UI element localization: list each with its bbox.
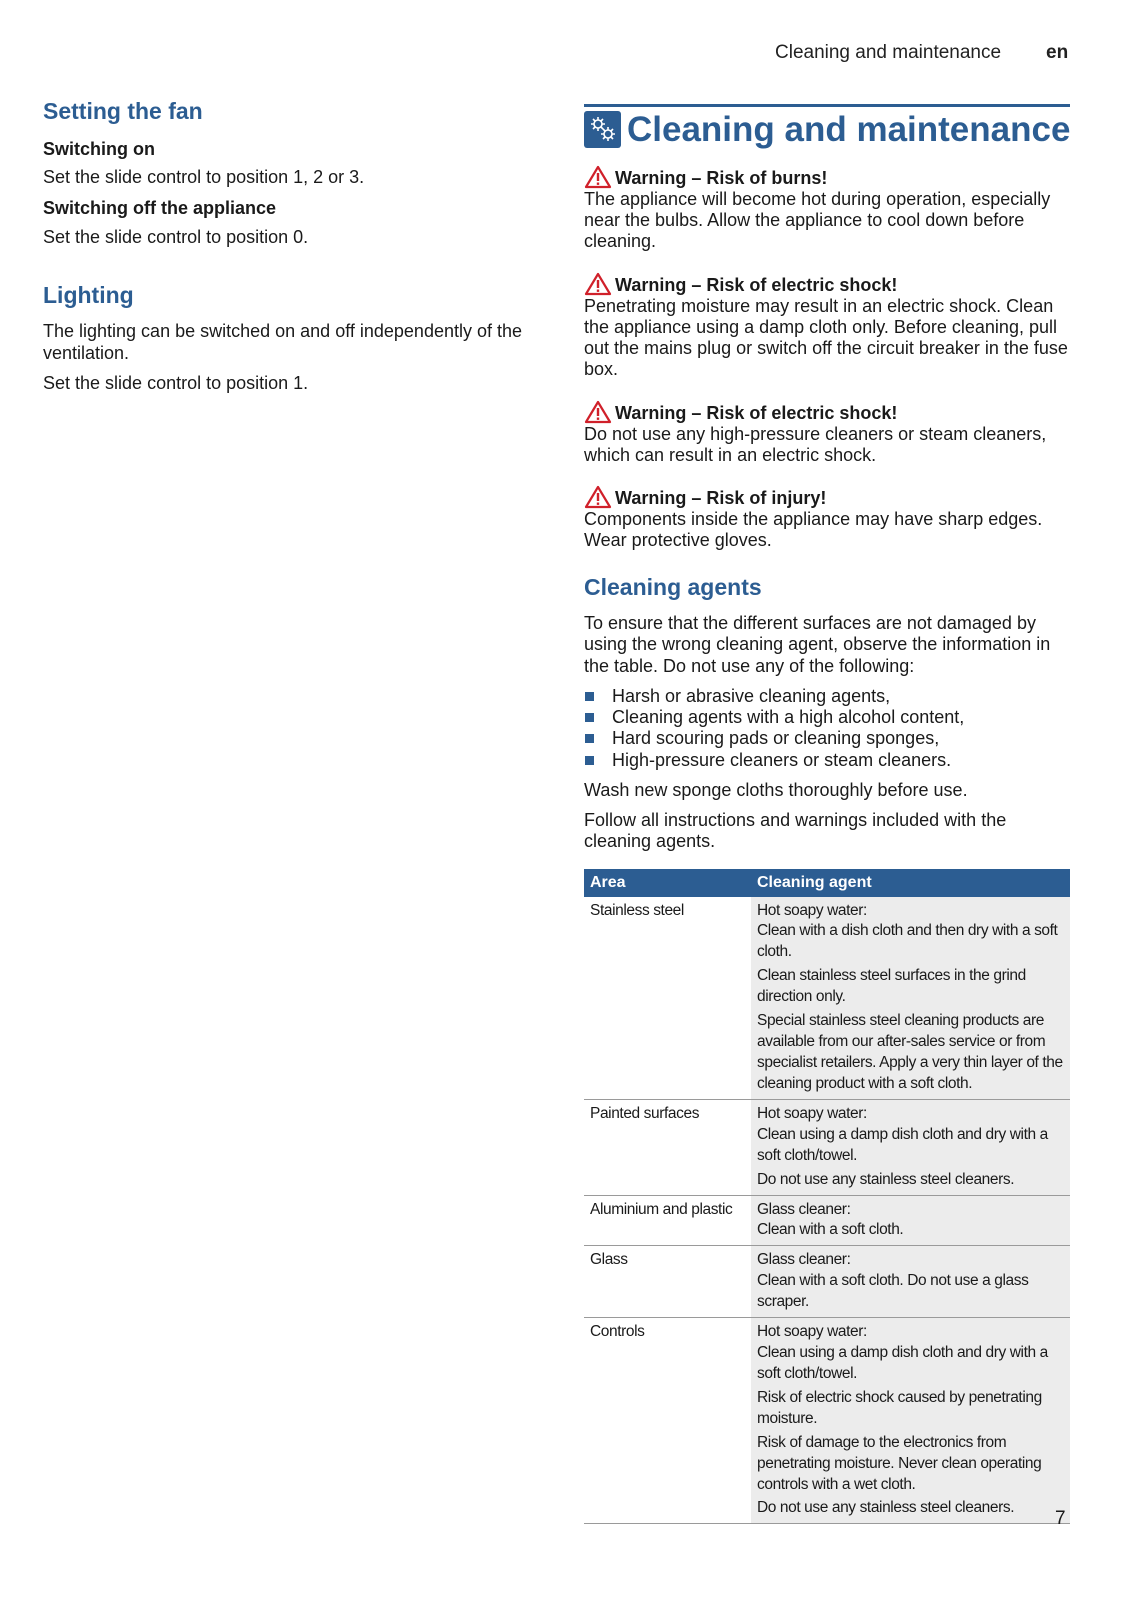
cleaning-agent-paragraph: Glass cleaner: Clean with a soft cloth.	[757, 1200, 904, 1239]
warning-triangle-icon	[584, 165, 612, 189]
warning-text: The appliance will become hot during operation, especially near the bulbs. Allow the appliance to cool down before cleaning.	[584, 189, 1051, 252]
table-row	[584, 1195, 1070, 1246]
square-bullet-icon	[585, 713, 594, 722]
text-switching-off: Set the slide control to position 0.	[43, 226, 309, 247]
heading-setting-fan: Setting the fan	[43, 98, 203, 124]
cleaning-agent-paragraph: Do not use any stainless steel cleaners.	[757, 1499, 1015, 1517]
cleaning-agent-cell	[751, 1099, 1070, 1195]
list-item: High-pressure cleaners or steam cleaners.	[584, 750, 1070, 771]
table-body	[584, 897, 1070, 1524]
subheading-switching-off: Switching off the appliance	[43, 198, 277, 219]
section-title: Cleaning and maintenance	[627, 109, 1071, 149]
heading-cleaning-agents: Cleaning agents	[584, 573, 762, 600]
table-row	[584, 897, 1070, 1100]
warning-triangle-icon	[584, 272, 612, 296]
running-head: Cleaning and maintenance	[775, 42, 1002, 63]
heading-lighting: Lighting	[43, 281, 134, 308]
warning-title: Warning – Risk of burns!	[615, 168, 828, 189]
table-row	[584, 1246, 1070, 1318]
text-lighting-1: The lighting can be switched on and off independently of the ventilation.	[43, 321, 523, 363]
warning-title: Warning – Risk of injury!	[615, 488, 827, 509]
table-row	[584, 1318, 1070, 1524]
square-bullet-icon	[585, 692, 594, 701]
text-wash-sponges: Wash new sponge cloths thoroughly before use.	[584, 779, 968, 800]
cleaning-agent-cell	[751, 1246, 1070, 1318]
cleaning-agent-paragraph: Hot soapy water: Clean using a damp dish cloth and dry with a soft cloth/towel.	[757, 1323, 1048, 1382]
page-number: 7	[1055, 1508, 1066, 1529]
list-item: Harsh or abrasive cleaning agents,	[584, 686, 1070, 707]
cleaning-agent-paragraph: Hot soapy water: Clean using a damp dish cloth and dry with a soft cloth/towel.	[757, 1104, 1048, 1164]
cleaning-agent-paragraph: Glass cleaner: Clean with a soft cloth. Do not use a glass scraper.	[757, 1251, 1029, 1311]
table-header-row	[584, 869, 1070, 897]
area-cell: Aluminium and plastic	[584, 1195, 751, 1246]
section-title-bar	[584, 104, 1070, 151]
warning-triangle-icon	[584, 400, 612, 424]
text-follow-instructions: Follow all instructions and warnings included with the cleaning agents.	[584, 810, 1007, 852]
warning-block	[584, 485, 1070, 551]
area-cell: Painted surfaces	[584, 1099, 751, 1195]
left-column	[43, 98, 533, 403]
cleaning-agent-cell	[751, 1195, 1070, 1246]
cleaning-agent-paragraph: Hot soapy water: Clean with a dish cloth and then dry with a soft cloth.	[757, 901, 1058, 961]
cleaning-agent-paragraph: Risk of damage to the electronics from penetrating moisture. Never clean operating controls with a wet cloth.	[757, 1433, 1042, 1493]
warning-block	[584, 165, 1070, 253]
cleaning-agents-table	[584, 869, 1070, 1525]
text-agents-intro: To ensure that the different surfaces are not damaged by using the wrong cleaning agent, observe the information in the table. Do not use any of the following:	[584, 613, 1051, 676]
area-cell: Stainless steel	[584, 897, 751, 1100]
cleaning-agent-cell	[751, 1318, 1070, 1524]
warning-block	[584, 400, 1070, 466]
warning-text: Penetrating moisture may result in an electric shock. Clean the appliance using a damp cloth only. Before cleaning, pull out the mains plug or switch off the circuit breaker in the fuse box.	[584, 295, 1068, 380]
warning-block	[584, 272, 1070, 381]
column-header-area: Area	[584, 869, 751, 897]
column-header-agent: Cleaning agent	[751, 869, 1070, 897]
cleaning-agent-paragraph: Clean stainless steel surfaces in the grind direction only.	[757, 967, 1026, 1006]
table-row	[584, 1099, 1070, 1195]
cleaning-agent-paragraph: Special stainless steel cleaning products are available from our after-sales service or from specialist retailers. Apply a very thin layer of the cleaning product with a soft cloth.	[757, 1012, 1063, 1092]
cleaning-agent-paragraph: Risk of electric shock caused by penetrating moisture.	[757, 1388, 1042, 1427]
text-lighting-2: Set the slide control to position 1.	[43, 372, 309, 393]
warning-triangle-icon	[584, 485, 612, 509]
cleaning-gears-icon	[584, 111, 621, 148]
subheading-switching-on: Switching on	[43, 138, 155, 159]
square-bullet-icon	[585, 734, 594, 743]
text-switching-on: Set the slide control to position 1, 2 or 3.	[43, 166, 365, 187]
list-item: Hard scouring pads or cleaning sponges,	[584, 728, 1070, 749]
right-column	[584, 104, 1070, 1524]
warning-text: Components inside the appliance may have sharp edges. Wear protective gloves.	[584, 509, 1043, 551]
avoid-list	[584, 686, 1070, 771]
language-code: en	[1046, 42, 1069, 63]
cleaning-agent-cell	[751, 897, 1070, 1100]
warning-text: Do not use any high-pressure cleaners or steam cleaners, which can result in an electric shock.	[584, 423, 1047, 465]
list-item: Cleaning agents with a high alcohol content,	[584, 707, 1070, 728]
area-cell: Controls	[584, 1318, 751, 1524]
cleaning-agent-paragraph: Do not use any stainless steel cleaners.	[757, 1170, 1015, 1188]
warning-title: Warning – Risk of electric shock!	[615, 274, 898, 295]
warning-title: Warning – Risk of electric shock!	[615, 402, 898, 423]
square-bullet-icon	[585, 756, 594, 765]
area-cell: Glass	[584, 1246, 751, 1318]
